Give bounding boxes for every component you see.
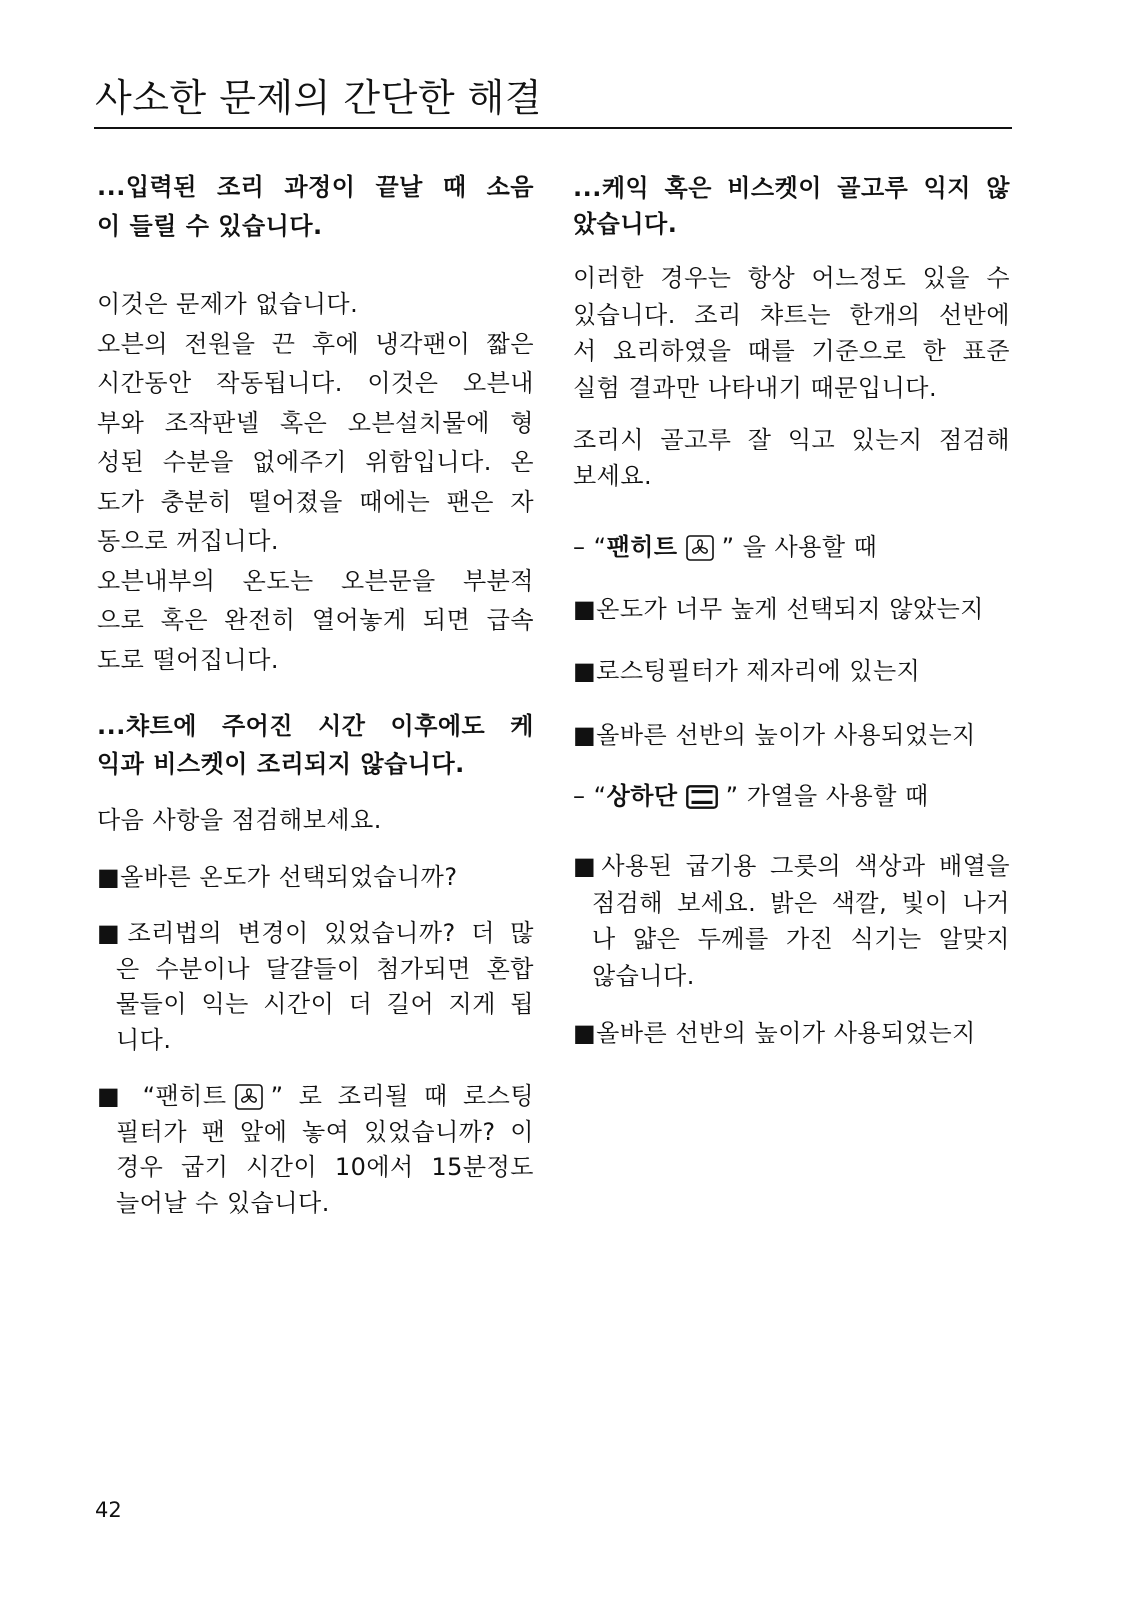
list-item [573, 717, 1010, 753]
body-line: 보세요. [573, 462, 653, 490]
list-item-line: 경우 굽기 시간이 10에서 15분정도 [116, 1153, 534, 1181]
body-line: 성된 수분을 없에주기 위함입니다. 온 [97, 448, 534, 476]
list-item [573, 1015, 1010, 1051]
list-item-line: 나 얇은 두께를 가진 식기는 알맞지 [592, 925, 1010, 953]
section-heading-line: ...입력된 조리 과정이 끝날 때 소음 [97, 173, 534, 201]
section-heading-uneven [573, 170, 1010, 242]
section-heading-line: 았습니다. [573, 210, 678, 238]
list-item-line: ■올바른 선반의 높이가 사용되었는지 [573, 721, 976, 749]
page-title: 사소한 문제의 간단한 해결 [95, 76, 543, 120]
body-line: 실험 결과만 나타내기 때문입니다. [573, 373, 938, 402]
mode-label: 상하단 [606, 782, 678, 810]
page-number: 42 [95, 1498, 122, 1522]
list-item [573, 848, 1010, 994]
mode-prefix: – “ [573, 782, 607, 810]
body-line: 다음 사항을 점검해보세요. [97, 806, 382, 834]
fan-heat-icon [686, 535, 714, 561]
section-body-noise [97, 285, 534, 680]
list-item-line: ■로스팅필터가 제자리에 있는지 [573, 657, 921, 685]
list-item-line: 물들이 익는 시간이 더 길어 지게 됩 [116, 990, 534, 1018]
mode-line [573, 529, 1010, 565]
mode-label: 팬히트 [606, 533, 678, 561]
list-item [573, 591, 1010, 627]
list-item-line: 않습니다. [592, 961, 695, 990]
mode-heading-top-bottom [573, 778, 1010, 814]
list-item-line [97, 1079, 534, 1115]
body-line: 이러한 경우는 항상 어느정도 있을 수 [573, 264, 1010, 292]
body-line: 오븐의 전원을 끈 후에 냉각팬이 짧은 [97, 329, 534, 358]
list-item [97, 916, 534, 1058]
list-item-line: 필터가 팬 앞에 놓여 있었습니까? 이 [116, 1117, 534, 1146]
mode-suffix: ” 가열을 사용할 때 [725, 782, 929, 810]
list-item-line: 점검해 보세요. 밝은 색깔, 빛이 나거 [592, 888, 1010, 917]
list-item-line: ■올바른 온도가 선택되었습니까? [97, 863, 458, 891]
list-item-text: ” 로 조리될 때 로스팅 [270, 1082, 535, 1110]
fan-heat-icon [235, 1084, 263, 1110]
body-line: 이것은 문제가 없습니다. [97, 290, 359, 318]
list-item-line: 은 수분이나 달걀들이 첨가되면 혼합 [116, 954, 534, 983]
list-item-line: 니다. [116, 1025, 172, 1054]
section-heading-line: ...챠트에 주어진 시간 이후에도 케 [97, 712, 534, 740]
list-item [97, 859, 534, 895]
body-line: 도가 충분히 떨어졌을 때에는 팬은 자 [97, 487, 534, 516]
title-rule [94, 127, 1012, 129]
list-item-line: ■올바른 선반의 높이가 사용되었는지 [573, 1019, 976, 1047]
body-line: 오븐내부의 온도는 오븐문을 부분적 [97, 566, 534, 595]
body-line: 부와 조작판넬 혹은 오븐설치물에 형 [97, 408, 534, 437]
section-heading-not-cooked [97, 707, 534, 783]
list-item-line: ■온도가 너무 높게 선택되지 않았는지 [573, 595, 984, 623]
section-heading-line: 익과 비스켓이 조리되지 않습니다. [97, 750, 465, 778]
mode-suffix: ” 을 사용할 때 [721, 533, 878, 561]
section-body-uneven [573, 260, 1010, 406]
top-bottom-heat-icon [686, 785, 718, 809]
section-intro [97, 802, 534, 838]
section-check [573, 422, 1010, 494]
body-line: 있습니다. 조리 챠트는 한개의 선반에 [573, 300, 1010, 329]
body-line: 으로 혹은 완전히 열어놓게 되면 급속 [97, 606, 534, 634]
list-item-line: ■조리법의 변경이 있었습니까? 더 많 [97, 919, 534, 947]
list-item-text: ■ “팬히트 [97, 1082, 227, 1110]
section-heading-line: 이 들릴 수 있습니다. [97, 212, 323, 240]
mode-prefix: – “ [573, 533, 607, 561]
list-item-line: ■사용된 굽기용 그릇의 색상과 배열을 [573, 852, 1010, 880]
mode-line [573, 778, 1010, 814]
body-line: 조리시 골고루 잘 익고 있는지 점검해 [573, 426, 1010, 454]
body-line: 동으로 꺼집니다. [97, 527, 280, 555]
body-line: 도로 떨어집니다. [97, 645, 280, 674]
list-item [573, 653, 1010, 689]
body-line: 서 요리하였을 때를 기준으로 한 표준 [573, 337, 1010, 365]
list-item [97, 1079, 534, 1221]
section-heading-noise [97, 168, 534, 246]
mode-heading-fan [573, 529, 1010, 565]
section-heading-line: ...케익 혹은 비스켓이 골고루 익지 않 [573, 174, 1010, 202]
body-line: 시간동안 작동됩니다. 이것은 오븐내 [97, 369, 534, 397]
list-item-line: 늘어날 수 있습니다. [116, 1188, 330, 1217]
